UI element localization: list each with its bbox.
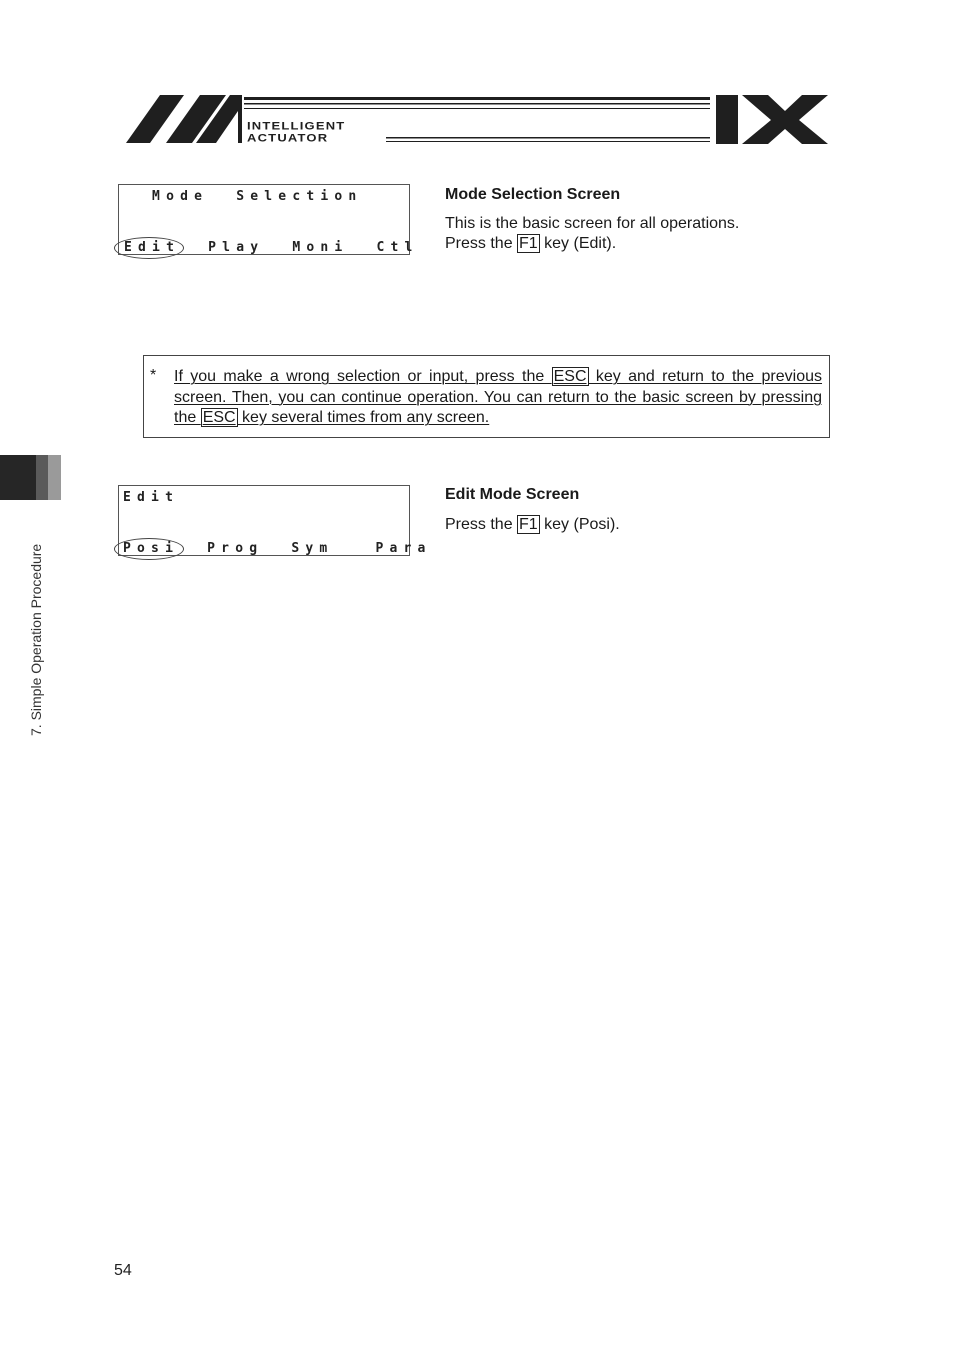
chapter-tab-stripe bbox=[48, 455, 61, 500]
f1-highlight-circle bbox=[114, 538, 184, 560]
chapter-tab-stripe bbox=[36, 455, 48, 500]
f1-key: F1 bbox=[519, 516, 538, 533]
intelligent-actuator-logo-icon bbox=[126, 95, 242, 143]
brand-name-line1: INTELLIGENT bbox=[247, 119, 346, 132]
lcd-line-4: Posi Prog Sym Para bbox=[123, 541, 432, 556]
lcd-line-1: Mode Selection bbox=[124, 189, 363, 204]
ix-logo-icon bbox=[716, 95, 828, 144]
mode-selection-desc-2: Press the F1 key (Edit). bbox=[445, 235, 617, 252]
lcd-line-1: Edit bbox=[123, 490, 180, 505]
f1-highlight-circle bbox=[114, 237, 184, 259]
esc-key: ESC bbox=[553, 368, 587, 385]
chapter-label: 7. Simple Operation Procedure bbox=[28, 543, 44, 736]
note-marker: * bbox=[150, 367, 157, 384]
mode-selection-desc-1: This is the basic screen for all operations. bbox=[445, 215, 740, 232]
edit-mode-heading: Edit Mode Screen bbox=[445, 486, 580, 503]
chapter-tab bbox=[0, 455, 36, 500]
edit-mode-desc: Press the F1 key (Posi). bbox=[445, 516, 620, 533]
note-text: If you make a wrong selection or input, press the ESC key and return to the previous screen. Then, you can continue operation. You can return to the basic screen by pressing the ESC key several times from any screen. bbox=[174, 368, 823, 426]
page-number: 54 bbox=[114, 1262, 132, 1279]
lcd-line-4: Edit Play Moni Ctl bbox=[124, 240, 419, 255]
esc-key: ESC bbox=[202, 409, 236, 426]
brand-name-line2: ACTUATOR bbox=[247, 131, 329, 144]
f1-key: F1 bbox=[519, 235, 538, 252]
mode-selection-heading: Mode Selection Screen bbox=[445, 186, 621, 203]
